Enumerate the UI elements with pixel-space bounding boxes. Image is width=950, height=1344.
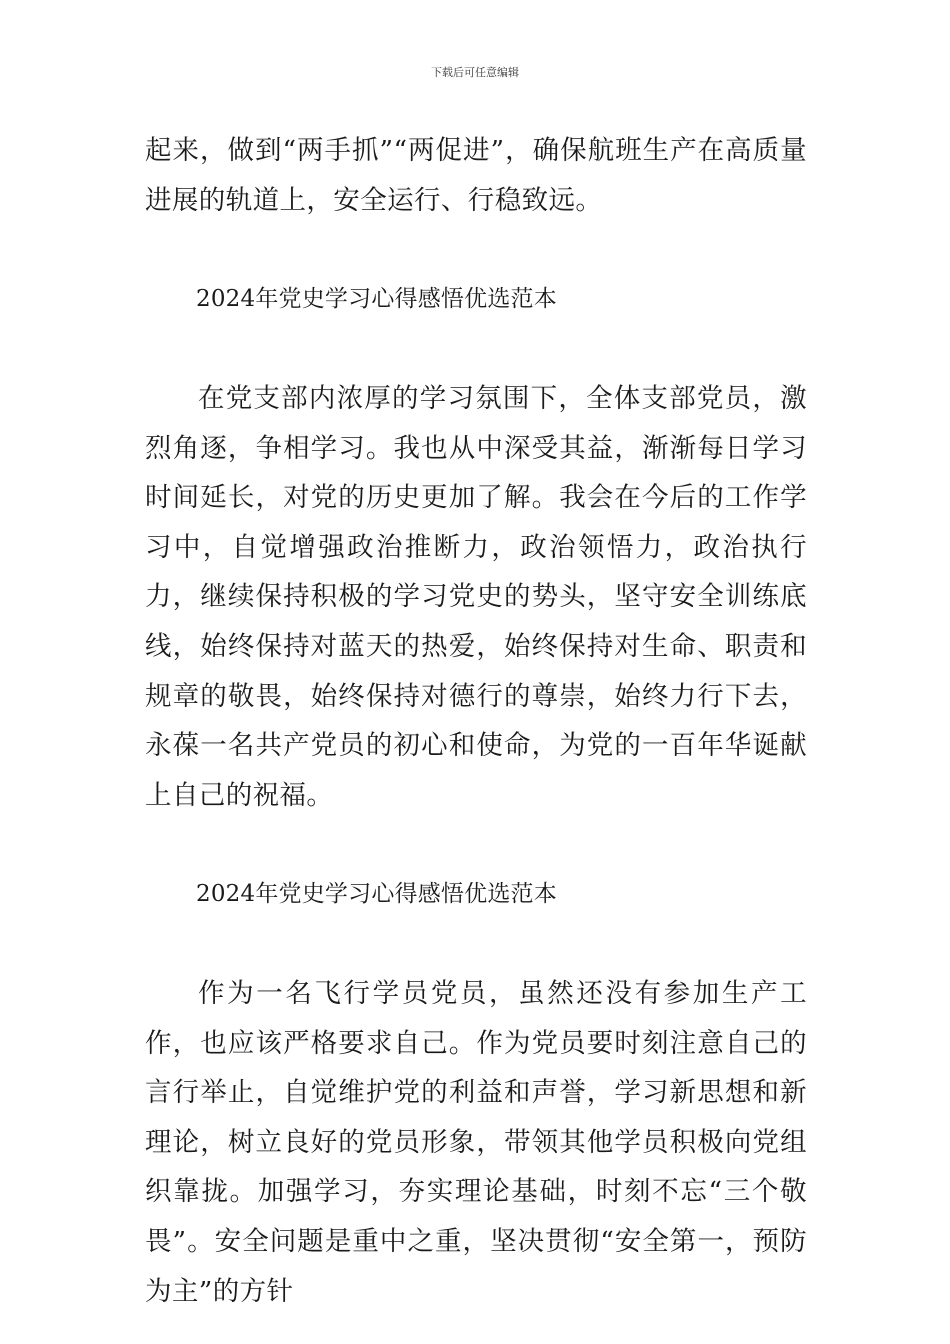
spacer — [145, 920, 807, 970]
section-2-paragraph: 作为一名飞行学员党员，虽然还没有参加生产工作，也应该严格要求自己。作为党员要时刻注意自己的言行举止，自觉维护党的利益和声誉，学习新思想和新理论，树立良好的党员形象，带领其他学员积极向党组织靠拢。加强学习，夯实理论基础，时刻不忘“三个敬畏”。安全问题是重中之重，坚决贯彻“安全第一，预防为主”的方针 — [145, 978, 807, 1307]
section-1-paragraph: 在党支部内浓厚的学习氛围下，全体支部党员，激烈角逐，争相学习。我也从中深受其益，渐渐每日学习时间延长，对党的历史更加了解。我会在今后的工作学习中，自觉增强政治推断力，政治领悟力，政治执行力，继续保持积极的学习党史的势头，坚守安全训练底线，始终保持对蓝天的热爱，始终保持对生命、职责和规章的敬畏，始终保持对德行的尊崇，始终力行下去，永葆一名共产党员的初心和使命，为党的一百年华诞献上自己的祝福。 — [145, 382, 807, 811]
spacer — [145, 324, 807, 374]
section-2-title: 2024年党史学习心得感悟优选范本 — [196, 880, 557, 907]
spacer — [145, 225, 807, 275]
header-note: 下载后可任意编辑 — [431, 66, 519, 79]
continued-paragraph: 起来，做到“两手抓”“两促进”，确保航班生产在高质量进展的轨道上，安全运行、行稳致远。 — [145, 135, 807, 216]
spacer — [145, 820, 807, 870]
document-body — [145, 126, 807, 1316]
section-1-title: 2024年党史学习心得感悟优选范本 — [196, 285, 557, 312]
